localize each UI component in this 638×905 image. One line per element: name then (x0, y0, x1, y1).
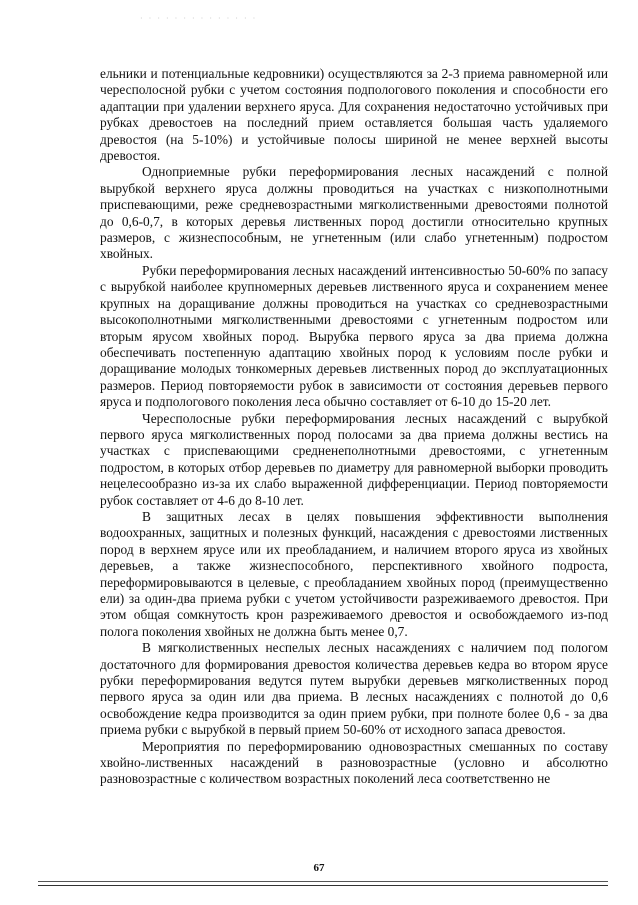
document-body (100, 66, 608, 788)
scan-header-artifact: · · · · · · · · · · · · · · (140, 14, 258, 23)
page-number: 67 (313, 862, 325, 874)
paragraph-continuation: ельники и потенциальные кедровники) осуществляются за 2-3 приема равномерной или чересполосной рубки с учетом состояния подпологового поколения и способности его адаптации при удалении верхнего яруса. Для сохранения недостаточно устойчивых при рубках древостоев на последний прием оставляется большая часть удаляемого древостоя (на 5-10%) и устойчивые полосы шириной не менее верхней высоты древостоя. (100, 66, 608, 164)
paragraph-protective-forests: В защитных лесах в целях повышения эффективности выполнения водоохранных, защитных и полезных функций, насаждения с древостоями лиственных пород в верхнем ярусе или их преобладанием, и наличием второго яруса из хвойных деревьев, а также жизнеспособного, перспективного хвойного подроста, переформировываются в целевые, с преобладанием хвойных пород (преимущественно ели) за один-два приема рубки с учетом устойчивости разреживаемого древостоя. При этом общая сомкнутость крон разреживаемого древостоя и освобождаемого из-под полога поколения хвойных не должна быть менее 0,7. (100, 508, 608, 639)
footer-divider-line-secondary (38, 885, 608, 886)
footer-divider-line (38, 881, 608, 882)
paragraph-strip-cuttings: Чересполосные рубки переформирования лесных насаждений с вырубкой первого яруса мягколиственных пород полосами за два приема должны вестись на участках с приспевающими средненеполнотными древостоями, с угнетенным подростом, в которых отбор деревьев по диаметру для равномерной выборки проводить нецелесообразно из-за их слабо выраженной дифференциации. Период повторяемости рубок составляет от 4-6 до 8-10 лет. (100, 410, 608, 508)
paragraph-single-stage-cuttings: Одноприемные рубки переформирования лесных насаждений с полной вырубкой верхнего яруса должны проводиться на участках с низкополнотными приспевающими, реже средневозрастными мягколиственными древостоями полнотой до 0,6-0,7, в которых деревья лиственных пород достигли относительно крупных размеров, с жизнеспособным, не угнетенным (или слабо угнетенным) подростом хвойных. (100, 164, 608, 262)
paragraph-mixed-stands: Мероприятия по переформированию одновозрастных смешанных по составу хвойно-лиственных насаждений в разновозрастные (условно и абсолютно разновозрастные с количеством возрастных поколений леса соответственно не (100, 738, 608, 787)
paragraph-cedar-release: В мягколиственных неспелых лесных насаждениях с наличием под пологом достаточного для формирования древостоя количества деревьев кедра во втором ярусе рубки переформирования ведутся путем вырубки деревьев мягколиственных пород первого яруса за один или два приема. В лесных насаждениях с полнотой до 0,6 освобождение кедра производится за один прием рубки, при полноте более 0,6 - за два приема рубки с вырубкой в первый прием 50-60% от исходного запаса древостоя. (100, 640, 608, 738)
paragraph-intensity-cuttings: Рубки переформирования лесных насаждений интенсивностью 50-60% по запасу с вырубкой наиболее крупномерных деревьев лиственного яруса и сохранением менее крупных на доращивание должны проводиться на участках со средневозрастными высокополнотными мягколиственными древостоями с угнетенным подростом или вторым ярусом хвойных пород. Вырубка первого яруса за два приема должна обеспечивать постепенную адаптацию хвойных пород к условиям после рубки и доращивание молодых тонкомерных деревьев лиственных пород до эксплуатационных размеров. Период повторяемости рубок в зависимости от состояния деревьев первого яруса и подпологового поколения леса обычно составляет от 6-10 до 15-20 лет. (100, 262, 608, 410)
